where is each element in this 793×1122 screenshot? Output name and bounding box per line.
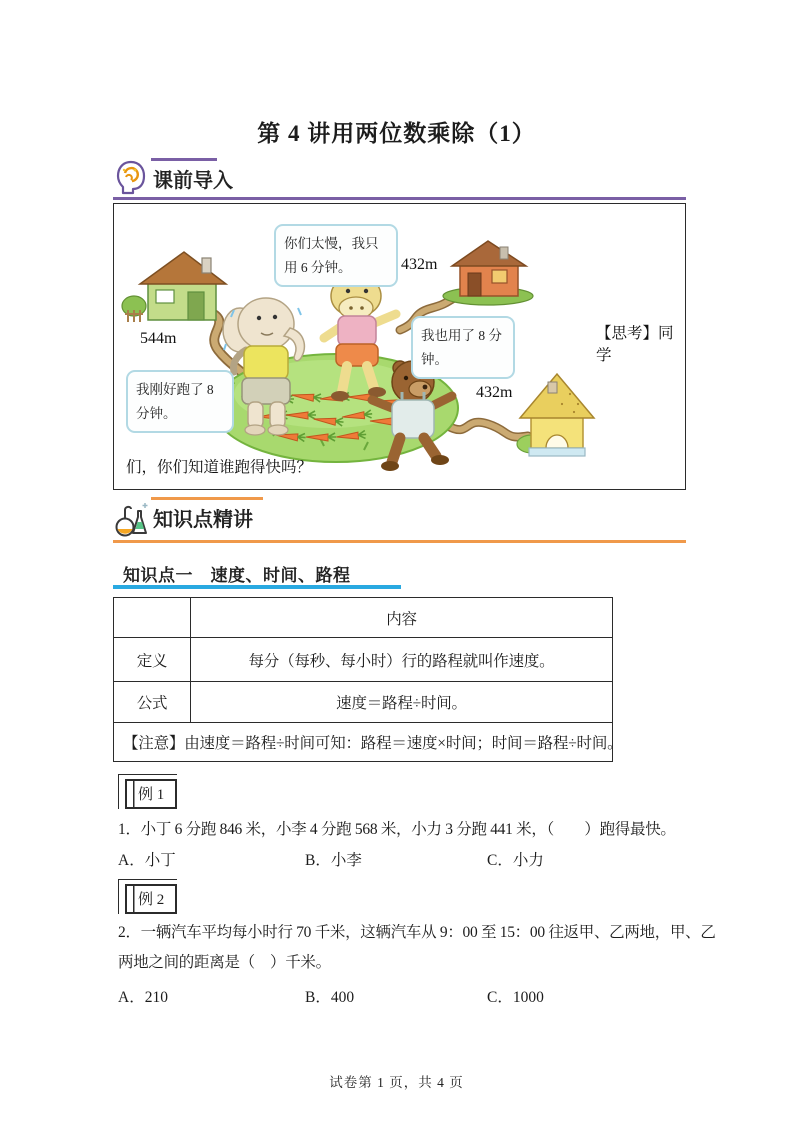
example-1-badge — [125, 779, 177, 809]
intro-accent-line — [151, 158, 217, 161]
table-row — [114, 638, 613, 682]
example-2-badge — [125, 884, 177, 914]
thinking-head-icon — [115, 160, 147, 198]
green-house — [122, 252, 226, 322]
question-1-option-b: B．小李 — [305, 852, 362, 869]
question-2-option-a: A．210 — [118, 989, 168, 1006]
distance-label-left: 544m — [140, 330, 177, 347]
distance-label-top-right: 432m — [401, 256, 438, 273]
section-header-intro — [113, 158, 686, 200]
definition-label-cell: 定义 — [114, 638, 191, 682]
table-row — [114, 682, 613, 723]
think-prompt-continue: 们，你们知道谁跑得快吗？ — [126, 459, 313, 476]
table-row — [114, 723, 613, 762]
note-cell: 【注意】由速度＝路程÷时间可知：路程＝速度×时间；时间＝路程÷时间。 — [114, 723, 613, 762]
orange-house — [443, 241, 533, 305]
question-2-option-c: C．1000 — [487, 989, 544, 1006]
knowledge-underline — [113, 540, 686, 543]
knowledge-section-label: 知识点精讲 — [153, 509, 253, 531]
table-header-cell: 内容 — [191, 598, 613, 638]
intro-illustration-box — [113, 203, 686, 490]
flasks-icon — [115, 499, 149, 539]
knowledge-point-1-label: 知识点一 速度、时间、路程 — [123, 566, 351, 585]
knowledge-point-1-underline — [113, 585, 401, 589]
think-prompt-start: 【思考】同学 — [596, 325, 674, 364]
question-1-option-a: A．小丁 — [118, 852, 176, 869]
speed-definition-table — [113, 597, 623, 762]
question-2-text-line-1: 2．一辆汽车平均每小时行 70 千米，这辆汽车从 9：00 至 15：00 往返甲、乙两地，甲、乙 — [118, 924, 716, 941]
formula-label-cell: 公式 — [114, 682, 191, 723]
page-title: 第 4 讲用两位数乘除（1） — [257, 121, 536, 146]
question-2-options — [113, 985, 713, 1007]
question-1-options — [113, 848, 713, 870]
table-corner-cell — [114, 598, 191, 638]
bear-speech-bubble: 我也用了 8 分钟。 — [411, 316, 515, 379]
question-1-text: 1．小丁 6 分跑 846 米，小李 4 分跑 568 米，小力 3 分跑 441 米，（ ）跑得最快。 — [118, 821, 676, 838]
distance-label-bottom-right: 432m — [476, 384, 513, 401]
section-header-knowledge — [113, 497, 686, 543]
road-bottom-right — [448, 422, 528, 437]
question-2-option-b: B．400 — [305, 989, 355, 1006]
question-1-option-c: C．小力 — [487, 852, 544, 869]
elephant-speech-bubble: 我刚好跑了 8 分钟。 — [126, 370, 234, 433]
example-1-badge-label: 例 1 — [138, 787, 165, 803]
table-row — [114, 598, 613, 638]
formula-content-cell: 速度＝路程÷时间。 — [191, 682, 613, 723]
knowledge-accent-line — [151, 497, 263, 500]
example-2-badge-label: 例 2 — [138, 892, 165, 908]
question-2-text-line-2: 两地之间的距离是（ ）千米。 — [118, 954, 331, 971]
intro-section-label: 课前导入 — [153, 170, 233, 192]
knowledge-point-1-header — [113, 561, 686, 589]
definition-content-cell: 每分（每秒、每小时）行的路程就叫作速度。 — [191, 638, 613, 682]
cow-speech-bubble: 你们太慢，我只用 6 分钟。 — [274, 224, 398, 287]
yellow-hut — [517, 374, 594, 456]
page-footer: 试卷第 1 页，共 4 页 — [329, 1075, 464, 1090]
intro-underline — [113, 197, 686, 200]
